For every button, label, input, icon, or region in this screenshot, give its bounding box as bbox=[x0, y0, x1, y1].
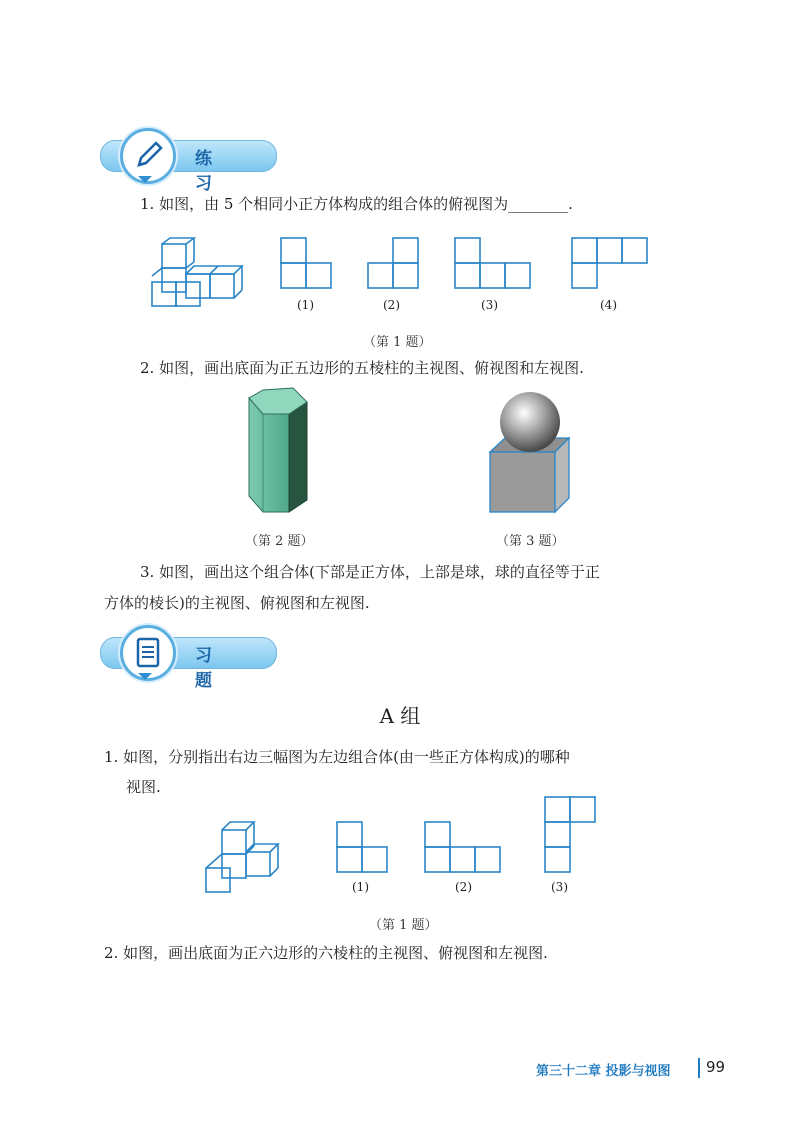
practice-question-3-line-1: 3. 如图，画出这个组合体(下部是正方体，上部是球，球的直径等于正 bbox=[140, 563, 600, 581]
q1-option-4-label: (4) bbox=[600, 298, 617, 312]
q1-cube-figure bbox=[150, 236, 250, 316]
practice-section-tab bbox=[100, 140, 275, 194]
group-a-q1-option-3-label: (3) bbox=[551, 880, 568, 894]
practice-q1-caption: （第 1 题） bbox=[363, 335, 432, 350]
q1-option-2-label: (2) bbox=[383, 298, 400, 312]
practice-q3-caption: （第 3 题） bbox=[496, 534, 565, 549]
practice-question-1: 1. 如图，由 5 个相同小正方体构成的组合体的俯视图为________. bbox=[140, 195, 573, 213]
sphere-on-cube-figure bbox=[485, 388, 585, 518]
group-a-q1-option-2-figure bbox=[425, 822, 505, 882]
page-number: 99 bbox=[706, 1058, 726, 1076]
practice-tab-label: 练 习 bbox=[195, 149, 226, 194]
footer-chapter: 第三十二章 投影与视图 bbox=[536, 1064, 671, 1079]
q1-option-2-figure bbox=[368, 238, 428, 298]
tab-arrow-icon bbox=[138, 673, 152, 680]
exercise-section-tab bbox=[100, 637, 275, 691]
group-a-title: A 组 bbox=[379, 704, 421, 728]
group-a-q1-option-3-figure bbox=[545, 797, 605, 877]
group-a-question-2: 2. 如图，画出底面为正六边形的六棱柱的主视图、俯视图和左视图. bbox=[104, 944, 548, 962]
practice-question-3-line-2: 方体的棱长)的主视图、俯视图和左视图. bbox=[104, 594, 370, 612]
tab-arrow-icon bbox=[138, 176, 152, 183]
group-a-q1-caption: （第 1 题） bbox=[369, 918, 438, 933]
practice-question-2: 2. 如图，画出底面为正五边形的五棱柱的主视图、俯视图和左视图. bbox=[140, 359, 584, 377]
group-a-q1-cube-figure bbox=[204, 818, 284, 898]
pentagonal-prism-figure bbox=[245, 388, 325, 518]
q1-option-3-label: (3) bbox=[481, 298, 498, 312]
group-a-question-1-line-2: 视图. bbox=[126, 778, 161, 796]
group-a-q1-option-1-figure bbox=[337, 822, 397, 882]
group-a-q1-option-1-label: (1) bbox=[352, 880, 369, 894]
group-a-question-1-line-1: 1. 如图，分别指出右边三幅图为左边组合体(由一些正方体构成)的哪种 bbox=[104, 748, 570, 766]
footer-divider bbox=[698, 1058, 700, 1078]
practice-q2-caption: （第 2 题） bbox=[245, 534, 314, 549]
q1-option-4-figure bbox=[572, 238, 652, 298]
q1-option-3-figure bbox=[455, 238, 535, 298]
exercise-tab-label: 习 题 bbox=[195, 646, 226, 691]
q1-option-1-label: (1) bbox=[297, 298, 314, 312]
q1-option-1-figure bbox=[281, 238, 341, 298]
group-a-q1-option-2-label: (2) bbox=[455, 880, 472, 894]
